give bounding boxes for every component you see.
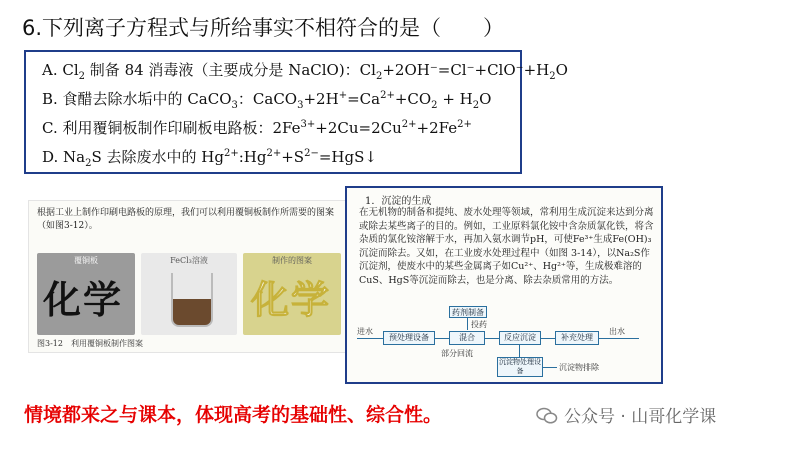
section-body: 在无机物的制备和提纯、废水处理等领域，常利用生成沉淀来达到分离或除去某些离子的目的。例如，工业原料氯化铵中含杂质氯化铁，将含杂质的氯化铵溶解于水，再加入氨水调节pH，可使Fe³⁺生成Fe(OH)₃沉淀而除去。又如，在工业废水处理过程中（如图 3-14），以Na₂S作沉淀剂，使废水中的某些金属离子如Cu²⁺、Hg²⁺等，生成极难溶的CuS、HgS等沉淀而除去，也是分离、除去杂质常用的方法。 bbox=[359, 207, 654, 286]
copper-board-photo bbox=[37, 253, 135, 335]
textbook-excerpt-right bbox=[345, 186, 663, 384]
beaker-icon bbox=[171, 273, 213, 327]
flow-line bbox=[485, 338, 499, 339]
flow-inlet-label: 进水 bbox=[357, 327, 373, 336]
board-characters: 化学 bbox=[43, 277, 124, 322]
flow-sludge: 沉淀物处理设备 bbox=[499, 358, 541, 375]
textbook-left-intro: 根据工业上制作印刷电路板的原理，我们可以利用覆铜板制作所需要的图案（如图3-12）。 bbox=[37, 208, 335, 231]
flow-line bbox=[519, 345, 520, 357]
wechat-icon bbox=[536, 407, 558, 425]
flow-discharge-label: 沉淀物排除 bbox=[559, 363, 599, 372]
fecl3-solution-photo bbox=[141, 253, 237, 335]
options-box bbox=[24, 50, 568, 174]
panel-label-1: 覆铜板 bbox=[74, 256, 98, 265]
etched-pattern-photo bbox=[243, 253, 341, 335]
flow-line bbox=[543, 367, 557, 368]
flow-return-label: 部分回流 bbox=[441, 349, 473, 358]
section-heading: 1．沉淀的生成 bbox=[365, 196, 432, 207]
flow-react: 反应沉淀 bbox=[499, 331, 541, 345]
flow-line bbox=[357, 338, 383, 339]
wechat-account bbox=[536, 402, 716, 427]
option-d: D. $Na_2S$ 去除废水中的 $Hg^{2+}:Hg^{2+}+S^{2-}=HgS↓$ bbox=[42, 148, 377, 169]
etched-characters: 化学 bbox=[251, 277, 332, 322]
flow-mix: 混合 bbox=[449, 331, 485, 345]
panel-label-3: 制作的图案 bbox=[272, 256, 312, 265]
flow-drug-prep: 药剂制备 bbox=[449, 306, 487, 318]
flow-line bbox=[599, 338, 639, 339]
question-title: 6.下列离子方程式与所给事实不相符合的是（ ） bbox=[22, 16, 505, 40]
panel-label-2: FeCl₃溶液 bbox=[170, 256, 208, 265]
footer-slogan: 情境都来之与课本，体现高考的基础性、综合性。 bbox=[24, 404, 443, 426]
textbook-excerpt-left bbox=[28, 200, 348, 353]
flow-line bbox=[541, 338, 555, 339]
option-b: B. 食醋去除水垢中的 CaCO$_3$：$CaCO_3+2H^+=Ca^{2+}+CO_2 + H_2O$ bbox=[42, 90, 492, 111]
figure-caption: 图3-12 利用覆铜板制作图案 bbox=[37, 339, 143, 348]
option-c: C. 利用覆铜板制作印刷板电路板：$2Fe^{3+}+2Cu=2Cu^{2+}+2Fe^{2+}$ bbox=[42, 119, 472, 137]
flow-outlet-label: 出水 bbox=[609, 327, 625, 336]
flow-line bbox=[435, 338, 449, 339]
flow-line bbox=[467, 318, 468, 330]
option-a: A. $Cl_2$ 制备 84 消毒液（主要成分是 NaClO)：$Cl_2+2OH^-=Cl^-+ClO^-+H_2O$ bbox=[42, 61, 568, 82]
flow-pretreat: 预处理设备 bbox=[383, 331, 435, 345]
flow-supplement: 补充处理 bbox=[555, 331, 599, 345]
flow-add-drug-label: 投药 bbox=[471, 320, 487, 329]
wechat-account-name: 公众号 · 山哥化学课 bbox=[564, 407, 717, 427]
